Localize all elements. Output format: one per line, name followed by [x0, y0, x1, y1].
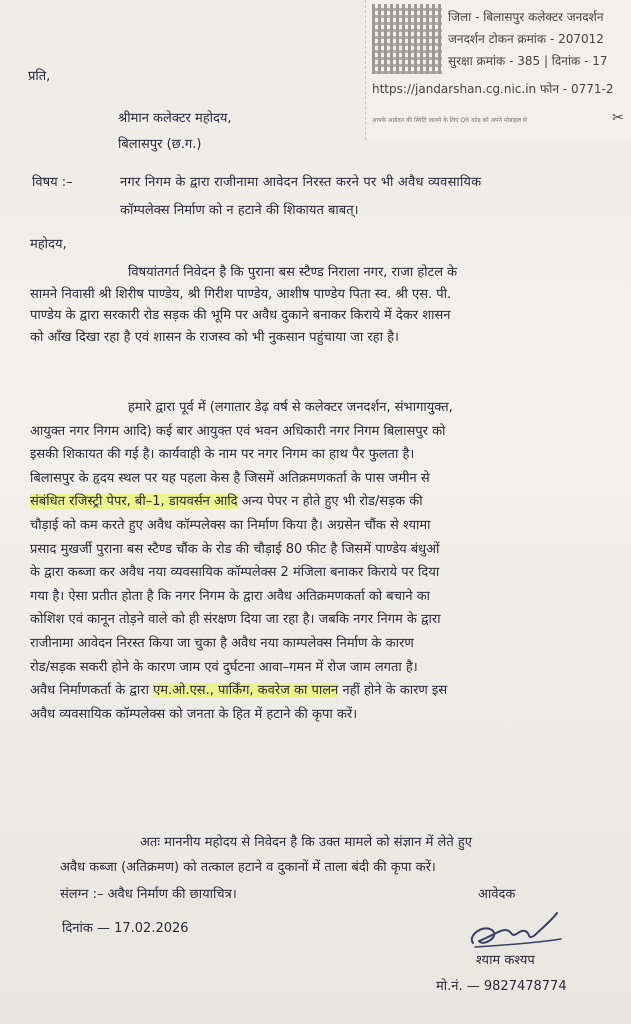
para2-line-start: अवैध निर्माणकर्ता के द्वारा — [30, 683, 154, 699]
applicant-name: श्याम कश्यप — [476, 953, 535, 968]
addressee-line-1: श्रीमान कलेक्टर महोदय, — [118, 111, 232, 126]
stamp-security-line: सुरक्षा क्रमांक - 385 | दिनांक - 17 — [448, 54, 608, 68]
para2-line-highlighted — [30, 490, 620, 514]
para3-line: अवैध कब्जा (अतिक्रमण) को तत्काल हटाने व दुकानों में ताला बंदी की कृपा करें। — [60, 860, 436, 875]
stamp-district-line: जिला - बिलासपुर कलेक्टर जनदर्शन — [448, 10, 604, 24]
prati-label: प्रति, — [28, 69, 51, 84]
para2-line-highlighted — [30, 679, 620, 703]
stamp-token-line: जनदर्शन टोकन क्रमांक - 207012 — [448, 32, 604, 46]
para2-line: राजीनामा आवेदन निरस्त किया जा चुका है अवैध नया काम्पलेक्स निर्माण के कारण — [30, 635, 414, 651]
para2-line: रोड/सड़क सकरी होने के कारण जाम एवं दुर्घटना आवा–गमन में रोज जाम लगता है। — [30, 659, 418, 675]
para2-line: प्रसाद मुखर्जी पुराना बस स्टैण्ड चौंक के रोड की चौड़ाई 80 फीट है जिसमें पाण्डेय बंधुओं — [30, 541, 440, 557]
paragraph-3 — [30, 830, 620, 880]
scissors-icon: ✂ — [612, 110, 624, 126]
enclosure-line: संलग्न :– अवैध निर्माण की छायाचित्र। — [60, 887, 237, 902]
mobile-number: मो.नं. — 9827478774 — [436, 979, 567, 994]
applicant-label: आवेदक — [478, 887, 516, 902]
qr-code-icon — [372, 4, 442, 74]
para2-line: हमारे द्वारा पूर्व में (लगातार डेढ़ वर्ष से कलेक्टर जनदर्शन, संभागायुक्त, — [128, 400, 453, 415]
para1-line: सामने निवासी श्री शिरीष पाण्डेय, श्री गिरीश पाण्डेय, आशीष पाण्डेय पिता स्व. श्री एस. पी. — [30, 286, 452, 302]
paragraph-1 — [30, 262, 620, 348]
addressee-line-2: बिलासपुर (छ.ग.) — [118, 137, 202, 152]
para2-line: गया है। ऐसा प्रतीत होता है कि नगर निगम के द्वारा अवैध अतिक्रमणकर्ता को बचाने का — [30, 588, 431, 604]
highlighted-mos-text: एम.ओ.एस., पार्किंग, कवरेज का पालन — [153, 683, 339, 699]
para2-line-rest: अन्य पेपर न होते हुए भी रोड/सड़क की — [237, 494, 423, 510]
paragraph-2 — [30, 396, 620, 726]
subject-line-1: नगर निगम के द्वारा राजीनामा आवेदन निरस्त करने पर भी अवैध व्यवसायिक — [120, 175, 482, 190]
subject-label: विषय :– — [32, 175, 73, 190]
para2-line: चौड़ाई को कम करते हुए अवैध कॉम्पलेक्स का निर्माण किया है। अग्रसेन चौंक से श्यामा — [30, 517, 431, 533]
stamp-note: आपके आवेदन की स्थिति जानने के लिए QR कोड को अपने मोबाइल से — [372, 117, 527, 124]
date-line: दिनांक — 17.02.2026 — [62, 921, 189, 936]
para1-line: विषयांतगर्त निवेदन है कि पुराना बस स्टैण्ड निराला नगर, राजा होटल के — [128, 265, 458, 280]
stamp-url: https://jandarshan.cg.nic.in फोन - 0771-2 — [372, 82, 614, 96]
salutation: महोदय, — [30, 237, 67, 252]
highlighted-registry-text: संबंधित रजिस्ट्री पेपर, बी–1, डायवर्सन आदि — [30, 494, 238, 510]
para2-line: इसकी शिकायत की गई है। कार्यवाही के नाम पर नगर निगम का हाथ पैर फुलता है। — [30, 447, 415, 463]
para1-line: को आँख दिखा रहा है एवं शासन के राजस्व को भी नुकसान पहुंचाया जा रहा है। — [30, 329, 399, 345]
subject-line-2: कॉम्पलेक्स निर्माण को न हटाने की शिकायत बाबत्। — [120, 203, 359, 218]
para3-line: अतः माननीय महोदय से निवेदन है कि उक्त मामले को संज्ञान में लेते हुए — [140, 835, 472, 850]
para2-line: आयुक्त नगर निगम आदि) कई बार आयुक्त एवं भवन अधिकारी नगर निगम बिलासपुर को — [30, 423, 446, 439]
para2-line: बिलासपुर के हृदय स्थल पर यह पहला केस है जिसमें अतिक्रमणकर्ता के पास जमीन से — [30, 470, 430, 486]
para2-line: अवैध व्यवसायिक कॉम्पलेक्स को जनता के हित में हटाने की कृपा करें। — [30, 706, 358, 722]
para2-line: कोशिश एवं कानून तोड़ने वाले को ही संरक्षण दिया जा रहा है। जबकि नगर निगम के द्वारा — [30, 612, 441, 628]
para1-line: पाण्डेय के द्वारा सरकारी रोड सड़क की भूमि पर अवैध दुकाने बनाकर किराये में देकर शासन — [30, 308, 451, 323]
signature-icon — [465, 905, 565, 955]
para2-line: के द्वारा कब्जा कर अवैध नया व्यवसायिक कॉम्पलेक्स 2 मंजिला बनाकर किराये पर दिया — [30, 565, 440, 581]
para2-line-end: नहीं होने के कारण इस — [338, 683, 448, 699]
